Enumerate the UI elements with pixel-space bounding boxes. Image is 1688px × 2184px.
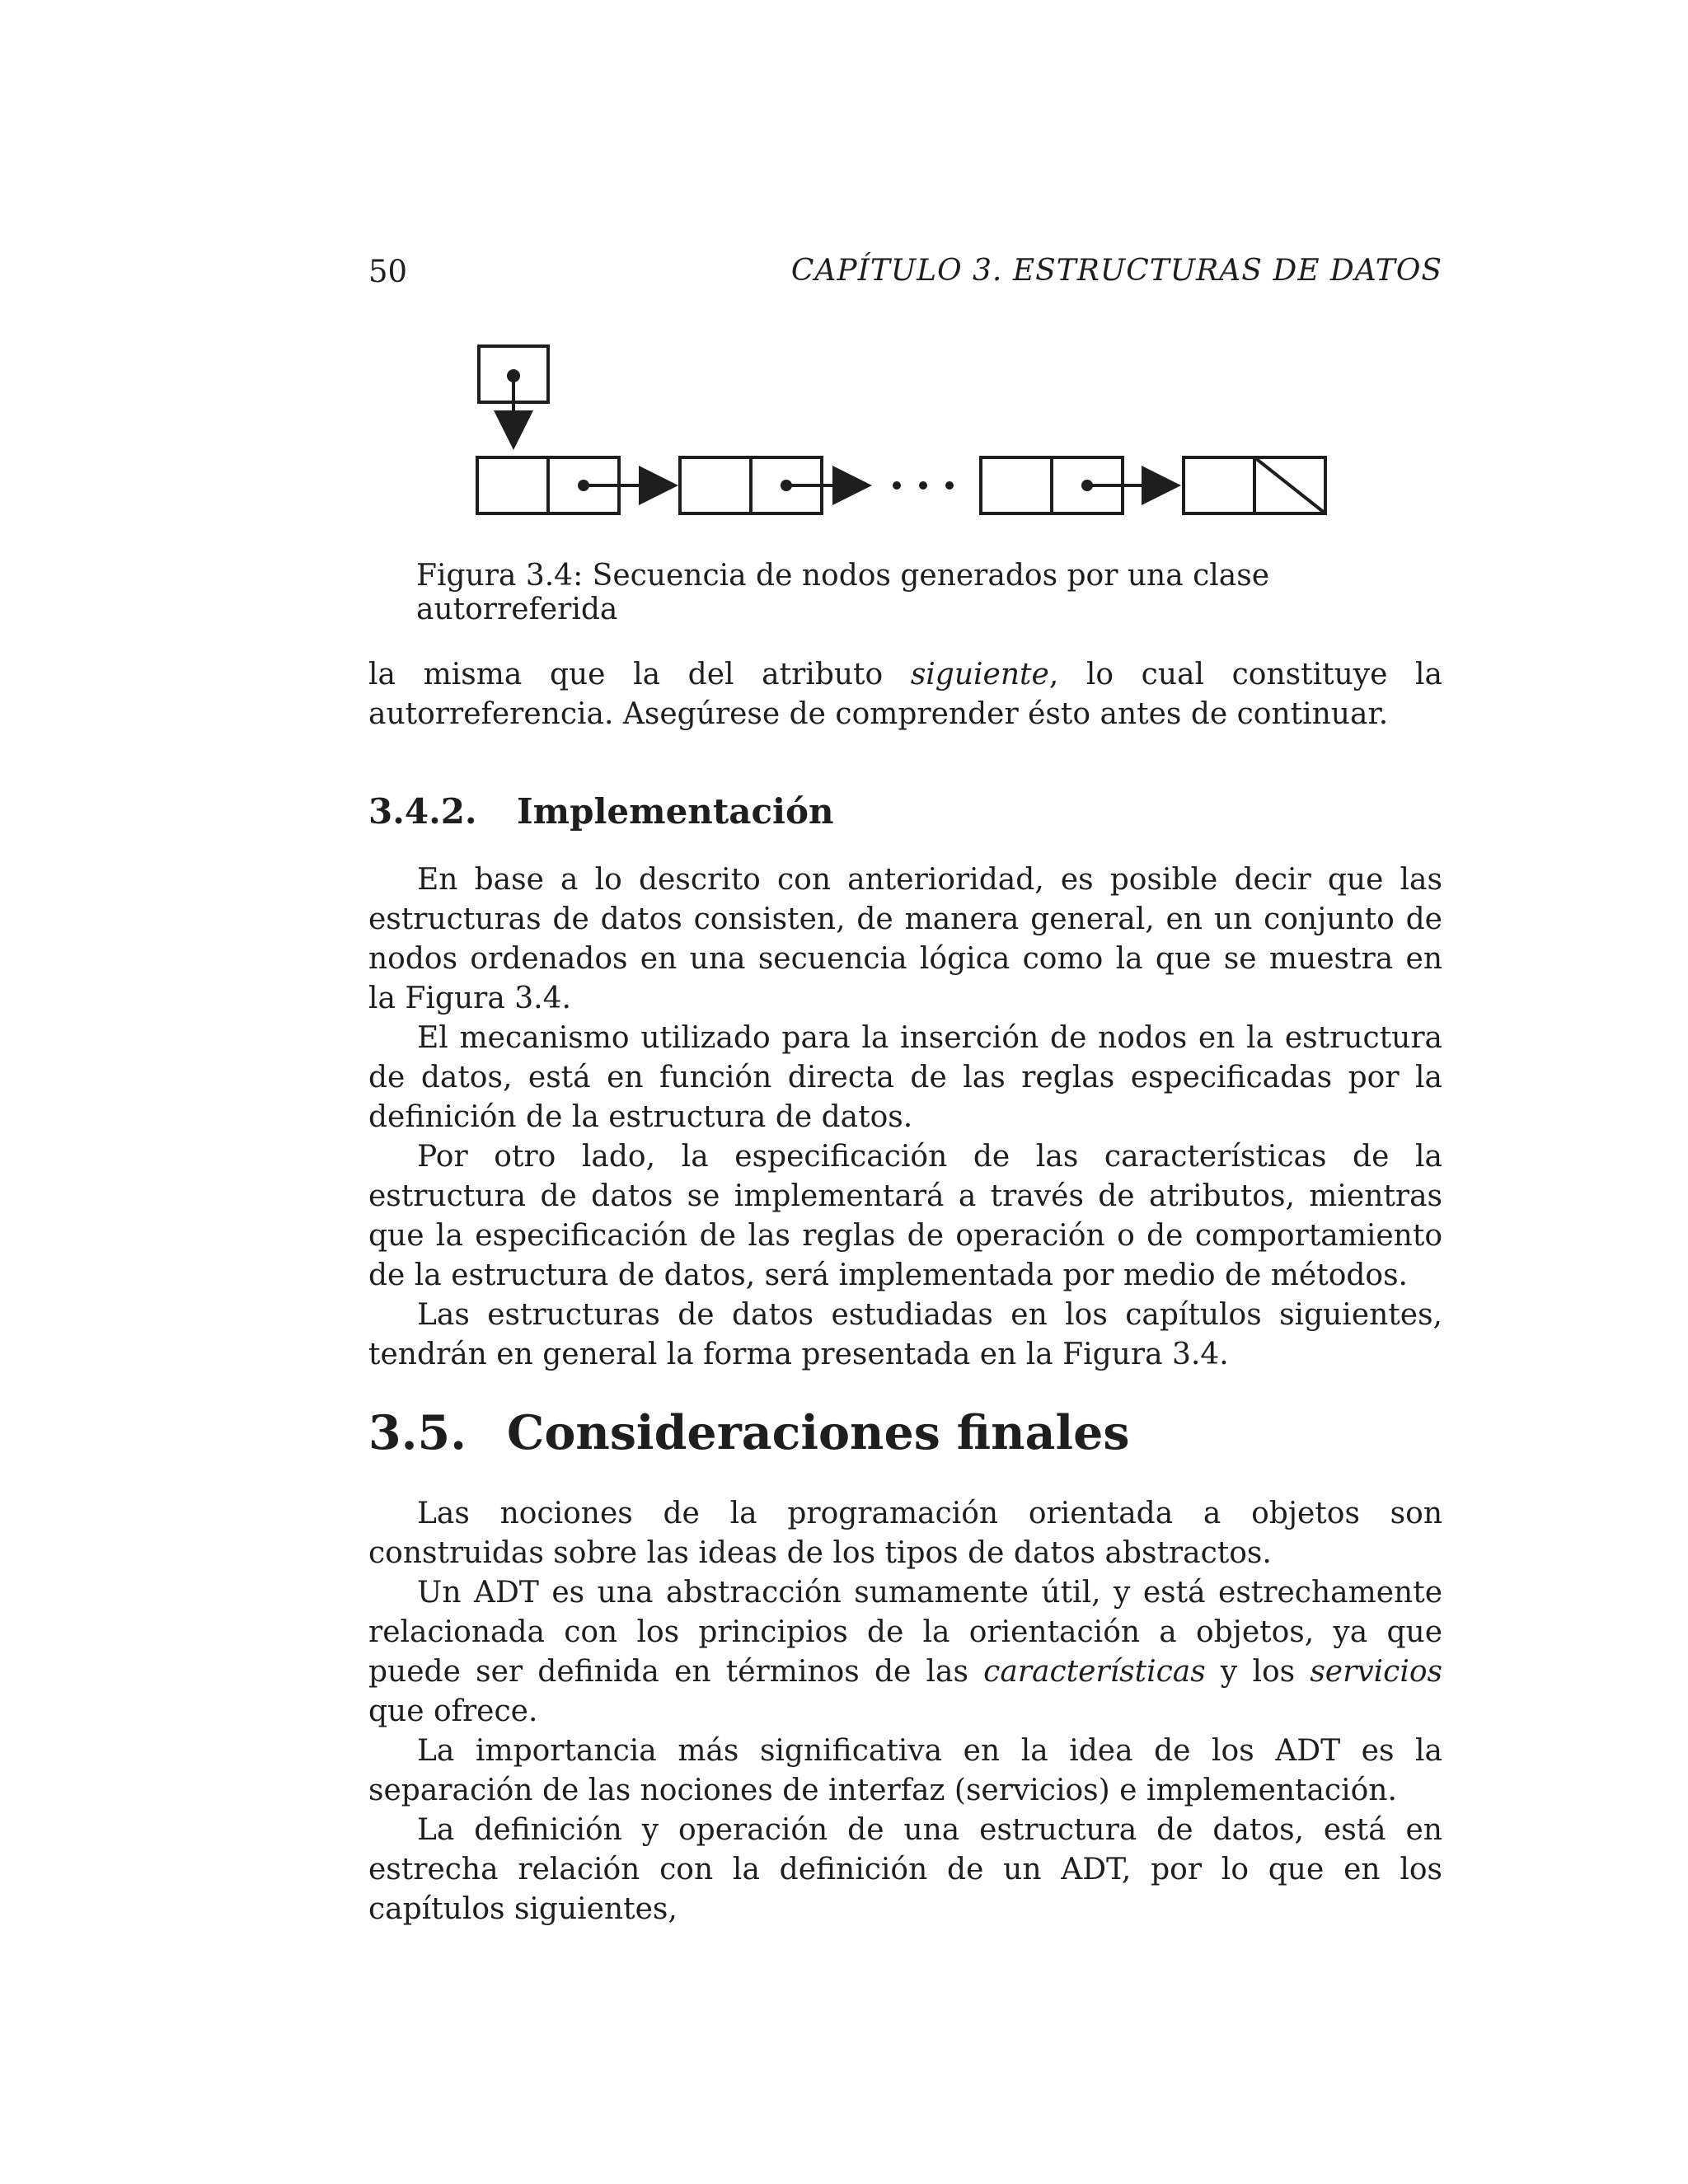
emphasis-caracteristicas: características	[983, 1655, 1206, 1689]
paragraph: Un ADT es una abstracción sumamente útil, y está estrechamente relacionada con los principios de la orientación a objetos, ya que puede ser definida en términos de las características y los servicios que ofrece.	[368, 1576, 1442, 1728]
paragraph: En base a lo descrito con anterioridad, es posible decir que las estructuras de datos consisten, de manera general, en un conjunto de nodos ordenados en una secuencia lógica como la que se muestra en la Figura 3.4.	[368, 863, 1442, 1015]
linked-list-diagram	[462, 330, 1335, 527]
paragraph: Las estructuras de datos estudiadas en los capítulos siguientes, tendrán en general la forma presentada en la Figura 3.4.	[368, 1298, 1442, 1371]
section-heading-3-5	[368, 1405, 1130, 1460]
figure-caption: Figura 3.4: Secuencia de nodos generados por una clase autorreferida	[416, 559, 1270, 626]
running-header: CAPÍTULO 3. ESTRUCTURAS DE DATOS	[790, 254, 1442, 288]
section-title: Implementación	[517, 791, 834, 832]
section-3-5-body	[368, 1494, 1442, 1929]
section-number: 3.5.	[368, 1405, 467, 1460]
paragraph: El mecanismo utilizado para la inserción de nodos en la estructura de datos, está en función directa de las reglas especificadas por la definición de la estructura de datos.	[368, 1021, 1442, 1134]
emphasis-servicios: servicios	[1310, 1655, 1442, 1689]
emphasis-siguiente: siguiente	[910, 658, 1049, 691]
paragraph: Por otro lado, la especificación de las características de la estructura de datos se implementará a través de atributos, mientras que la especificación de las reglas de operación o de comportamiento de la estructura de datos, será implementada por medio de métodos.	[368, 1140, 1442, 1292]
ellipsis-dot	[919, 481, 927, 490]
ellipsis-dot	[945, 481, 954, 490]
section-number: 3.4.2.	[368, 791, 477, 832]
section-3-4-2-body	[368, 860, 1442, 1375]
intro-paragraph: la misma que la del atributo siguiente, lo cual constituye la autorreferencia. Asegúrese de comprender ésto antes de continuar.	[368, 658, 1442, 731]
figure-linked-list	[462, 330, 1335, 527]
ellipsis-dot	[893, 481, 901, 490]
paragraph: La importancia más significativa en la idea de los ADT es la separación de las nociones de interfaz (servicios) e implementación.	[368, 1734, 1442, 1807]
paragraph: La definición y operación de una estructura de datos, está en estrecha relación con la definición de un ADT, por lo que en los capítulos siguientes,	[368, 1813, 1442, 1926]
section-title: Consideraciones finales	[507, 1405, 1130, 1460]
page-number: 50	[368, 254, 408, 289]
paragraph: Las nociones de la programación orientada a objetos son construidas sobre las ideas de los tipos de datos abstractos.	[368, 1497, 1442, 1570]
section-heading-3-4-2	[368, 791, 834, 832]
